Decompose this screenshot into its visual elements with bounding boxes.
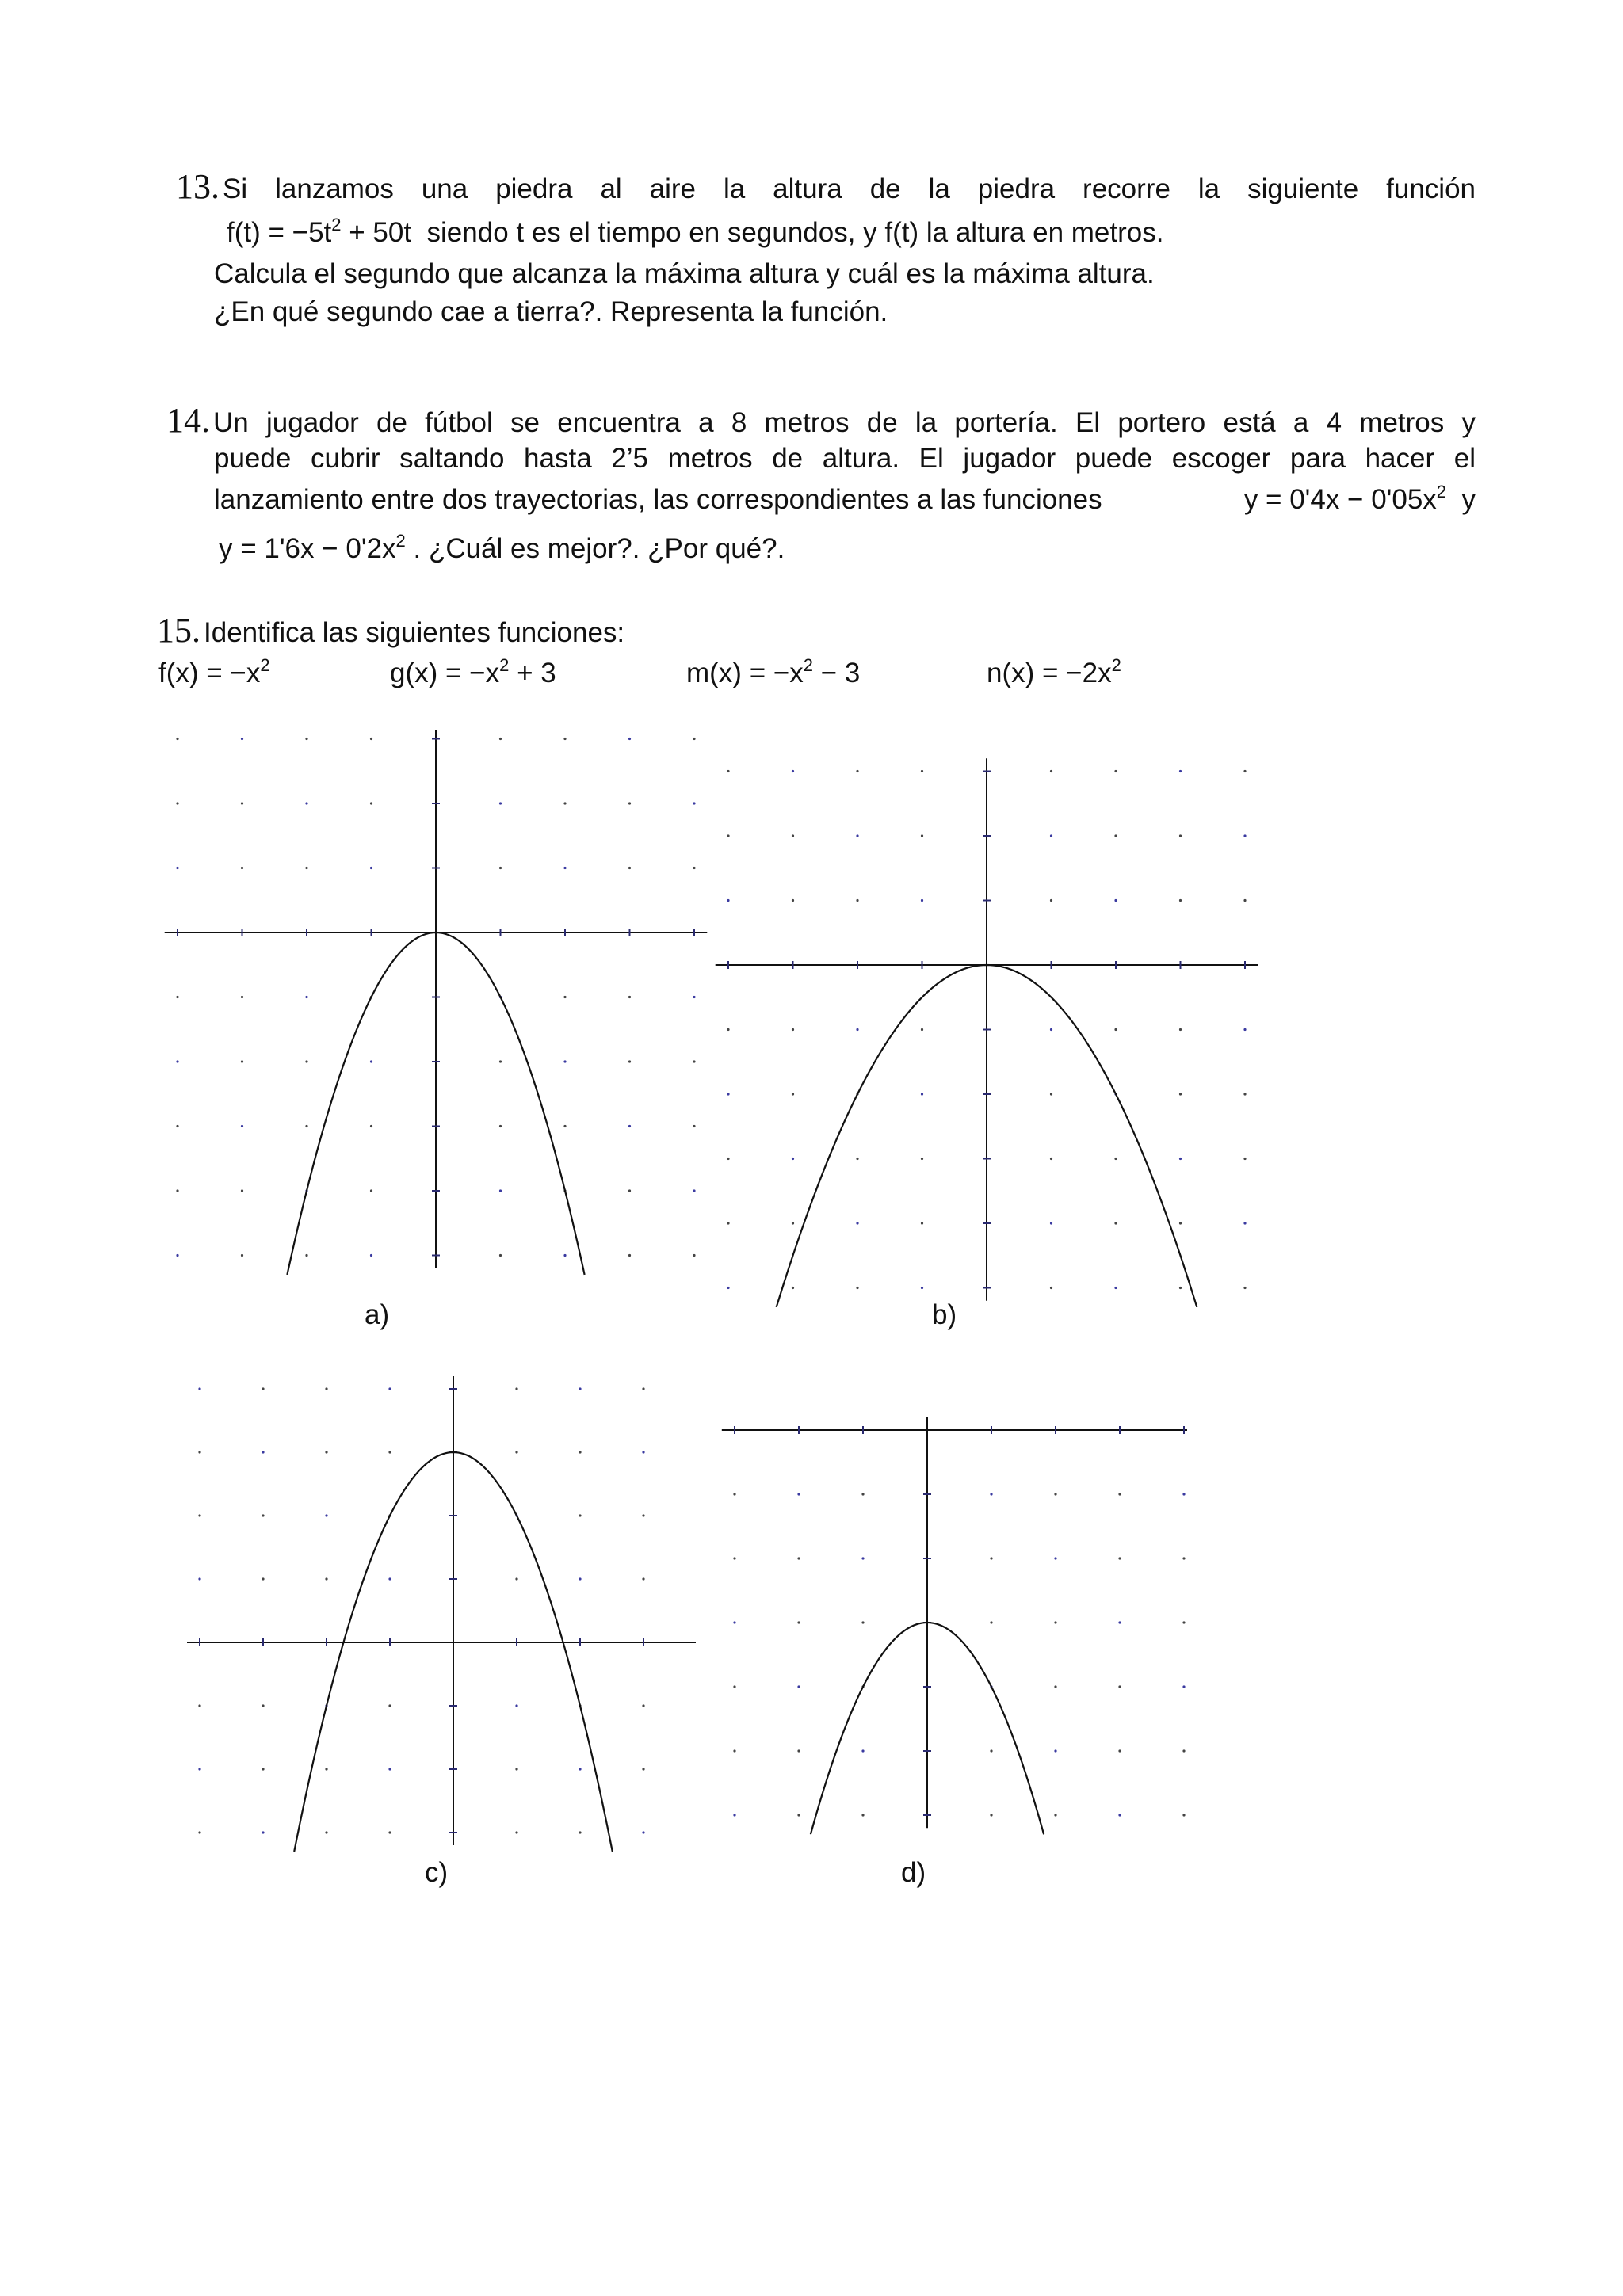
grid-dot	[1054, 1685, 1056, 1688]
graph-b-caption: b)	[932, 1299, 957, 1330]
grid-dot	[1114, 1222, 1117, 1224]
grid-dot	[241, 1189, 243, 1192]
grid-dot	[579, 1831, 581, 1833]
grid-dot	[262, 1387, 264, 1390]
grid-dot	[499, 1254, 502, 1257]
grid-dot	[733, 1685, 735, 1688]
grid-dot	[388, 1577, 391, 1580]
grid-dot	[499, 1189, 502, 1192]
grid-dot	[921, 1028, 923, 1031]
problem-13-line-3: Calcula el segundo que alcanza la máxima altura y cuál es la máxima altura.	[214, 258, 1155, 289]
grid-dot	[176, 738, 178, 740]
grid-dot	[1050, 834, 1052, 837]
grid-dots	[733, 1493, 1185, 1816]
grid-dot	[628, 738, 631, 740]
grid-dot	[515, 1704, 517, 1707]
grid-dot	[693, 1189, 695, 1192]
grid-dot	[499, 738, 502, 740]
grid-dot	[198, 1577, 200, 1580]
grid-dot	[1114, 1028, 1117, 1031]
grid-dot	[370, 1189, 372, 1192]
grid-dot	[563, 1060, 566, 1062]
problem-13-line-4: ¿En qué segundo cae a tierra?. Representa la función.	[214, 296, 888, 327]
grid-dot	[1050, 1158, 1052, 1160]
grid-dot	[792, 899, 794, 902]
grid-dot	[792, 770, 794, 772]
grid-dot	[1050, 899, 1052, 902]
grid-dot	[241, 1254, 243, 1257]
grid-dot	[642, 1514, 644, 1516]
grid-dot	[1118, 1749, 1121, 1752]
grid-dot	[1118, 1557, 1121, 1559]
grid-dot	[370, 1060, 372, 1062]
grid-dot	[499, 1125, 502, 1127]
grid-dot	[305, 996, 307, 998]
graph-b	[713, 745, 1268, 1307]
grid-dot	[1054, 1814, 1056, 1816]
grid-dot	[1182, 1749, 1185, 1752]
grid-dot	[733, 1814, 735, 1816]
grid-dot	[1054, 1749, 1056, 1752]
grid-dot	[563, 867, 566, 869]
grid-dot	[262, 1451, 264, 1453]
problem-14-line-3: lanzamiento entre dos trayectorias, las correspondientes a las funciones $y = 0'4x - 0'05x^2$ y	[214, 479, 1476, 521]
grid-dot	[792, 1158, 794, 1160]
problem-13-line-1: 13. Si lanzamos una piedra al aire la altura de la piedra recorre la siguiente función	[176, 167, 1476, 206]
grid-dot	[198, 1514, 200, 1516]
grid-dot	[1179, 1287, 1182, 1289]
grid-dot	[176, 1189, 178, 1192]
function-n: $n(x) = -2x^2$	[987, 655, 1121, 688]
grid-dot	[563, 738, 566, 740]
grid-dot	[1054, 1493, 1056, 1495]
grid-dot	[642, 1577, 644, 1580]
grid-dot	[563, 1125, 566, 1127]
grid-dot	[499, 802, 502, 804]
grid-dot	[198, 1831, 200, 1833]
grid-dot	[579, 1387, 581, 1390]
grid-dot	[856, 1028, 858, 1031]
grid-dots	[198, 1387, 644, 1833]
grid-dot	[1118, 1493, 1121, 1495]
grid-dot	[305, 1254, 307, 1257]
grid-dot	[921, 1222, 923, 1224]
grid-dot	[325, 1831, 327, 1833]
grid-dot	[628, 1189, 631, 1192]
grid-dot	[241, 1060, 243, 1062]
grid-dot	[797, 1814, 800, 1816]
grid-dot	[792, 1093, 794, 1095]
grid-dot	[1054, 1557, 1056, 1559]
grid-dot	[733, 1749, 735, 1752]
grid-dot	[198, 1387, 200, 1390]
grid-dot	[792, 1222, 794, 1224]
grid-dot	[727, 1222, 729, 1224]
grid-dot	[1114, 899, 1117, 902]
grid-dot	[305, 738, 307, 740]
grid-dot	[325, 1514, 327, 1516]
grid-dot	[305, 867, 307, 869]
grid-dot	[262, 1768, 264, 1770]
grid-dot	[1179, 899, 1182, 902]
grid-dot	[797, 1557, 800, 1559]
grid-dot	[499, 1060, 502, 1062]
grid-dot	[1243, 1158, 1246, 1160]
grid-dot	[262, 1577, 264, 1580]
grid-dot	[727, 1158, 729, 1160]
problem-15-number: 15.	[157, 611, 200, 650]
grid-dot	[628, 867, 631, 869]
grid-dot	[1050, 1222, 1052, 1224]
grid-dot	[733, 1621, 735, 1623]
grid-dot	[693, 802, 695, 804]
grid-dot	[921, 1287, 923, 1289]
grid-dot	[990, 1814, 992, 1816]
problem-15-line-1: 15. Identifica las siguientes funciones:	[157, 611, 625, 650]
problem-14-line-2: puede cubrir saltando hasta 2’5 metros de altura. El jugador puede escoger para hacer el	[214, 443, 1476, 474]
grid-dot	[990, 1621, 992, 1623]
grid-dot	[1179, 770, 1182, 772]
grid-dot	[515, 1768, 517, 1770]
grid-dot	[325, 1451, 327, 1453]
grid-dot	[305, 1060, 307, 1062]
grid-dot	[856, 770, 858, 772]
grid-dot	[1054, 1621, 1056, 1623]
formula-f-t: $f(t) = -5t^2 + 50t$	[227, 215, 412, 248]
grid-dot	[388, 1768, 391, 1770]
grid-dot	[861, 1621, 864, 1623]
grid-dot	[797, 1685, 800, 1688]
grid-dot	[733, 1557, 735, 1559]
grid-dot	[921, 899, 923, 902]
grid-dot	[515, 1831, 517, 1833]
grid-dot	[642, 1831, 644, 1833]
grid-dot	[1243, 899, 1246, 902]
grid-dot	[628, 1125, 631, 1127]
grid-dot	[1243, 1222, 1246, 1224]
grid-dot	[176, 1125, 178, 1127]
grid-dot	[727, 834, 729, 837]
grid-dot	[727, 899, 729, 902]
grid-dot	[515, 1451, 517, 1453]
graph-c	[151, 1363, 697, 1870]
grid-dot	[370, 738, 372, 740]
problem-13	[176, 166, 1476, 210]
grid-dot	[198, 1768, 200, 1770]
grid-dot	[370, 867, 372, 869]
grid-dot	[1243, 1093, 1246, 1095]
grid-dot	[325, 1768, 327, 1770]
grid-dot	[856, 899, 858, 902]
grid-dot	[861, 1493, 864, 1495]
grid-dot	[241, 738, 243, 740]
grid-dot	[693, 867, 695, 869]
grid-dot	[388, 1451, 391, 1453]
grid-dot	[628, 1060, 631, 1062]
grid-dot	[861, 1749, 864, 1752]
grid-dot	[325, 1387, 327, 1390]
grid-dot	[1050, 1028, 1052, 1031]
grid-dot	[921, 770, 923, 772]
grid-dot	[727, 1093, 729, 1095]
grid-dot	[1182, 1621, 1185, 1623]
grid-dot	[176, 1254, 178, 1257]
grid-dot	[1118, 1621, 1121, 1623]
graph-d-caption: d)	[901, 1857, 926, 1888]
grid-dot	[325, 1577, 327, 1580]
grid-dot	[241, 996, 243, 998]
grid-dot	[1179, 1028, 1182, 1031]
grid-dot	[515, 1577, 517, 1580]
grid-dot	[1114, 1287, 1117, 1289]
grid-dot	[176, 802, 178, 804]
grid-dot	[861, 1557, 864, 1559]
grid-dot	[861, 1814, 864, 1816]
grid-dot	[370, 1254, 372, 1257]
function-g: $g(x) = -x^2 + 3$	[390, 655, 556, 688]
grid-dot	[1182, 1493, 1185, 1495]
problem-14-number: 14.	[166, 401, 210, 440]
grid-dot	[563, 1254, 566, 1257]
grid-dot	[198, 1704, 200, 1707]
grid-dot	[388, 1831, 391, 1833]
grid-dot	[1050, 770, 1052, 772]
grid-dot	[797, 1749, 800, 1752]
graph-a	[151, 729, 721, 1307]
grid-dot	[305, 1125, 307, 1127]
grid-dot	[628, 1254, 631, 1257]
grid-dot	[563, 996, 566, 998]
grid-dot	[1182, 1557, 1185, 1559]
grid-dot	[1182, 1814, 1185, 1816]
grid-dot	[1243, 1028, 1246, 1031]
grid-dot	[579, 1514, 581, 1516]
grid-dot	[733, 1493, 735, 1495]
grid-dot	[499, 867, 502, 869]
grid-dot	[642, 1387, 644, 1390]
grid-dot	[176, 1060, 178, 1062]
grid-dot	[176, 996, 178, 998]
grid-dot	[628, 996, 631, 998]
grid-dot	[727, 1028, 729, 1031]
grid-dot	[370, 802, 372, 804]
grid-dot	[693, 1254, 695, 1257]
grid-dot	[241, 1125, 243, 1127]
grid-dot	[642, 1704, 644, 1707]
grid-dot	[856, 1222, 858, 1224]
grid-dot	[1179, 834, 1182, 837]
grid-dot	[579, 1451, 581, 1453]
grid-dot	[1179, 1222, 1182, 1224]
grid-dot	[797, 1493, 800, 1495]
grid-dot	[515, 1387, 517, 1390]
grid-dot	[990, 1749, 992, 1752]
grid-dot	[1114, 834, 1117, 837]
grid-dot	[1243, 1287, 1246, 1289]
grid-dot	[792, 834, 794, 837]
graph-a-caption: a)	[365, 1299, 390, 1330]
grid-dot	[921, 1158, 923, 1160]
problem-14	[166, 400, 1476, 444]
grid-dot	[1118, 1814, 1121, 1816]
grid-dot	[693, 1125, 695, 1127]
grid-dot	[563, 802, 566, 804]
grid-dot	[176, 867, 178, 869]
grid-dot	[262, 1704, 264, 1707]
grid-dot	[693, 1060, 695, 1062]
grid-dot	[1114, 1158, 1117, 1160]
grid-dot	[792, 1287, 794, 1289]
formula-y-1: $y = 0'4x - 0'05x^2$ y	[1243, 482, 1476, 515]
grid-dot	[642, 1768, 644, 1770]
grid-dot	[1179, 1158, 1182, 1160]
grid-dot	[1182, 1685, 1185, 1688]
grid-dot	[856, 1287, 858, 1289]
grid-dot	[388, 1704, 391, 1707]
graph-c-caption: c)	[425, 1857, 449, 1888]
problem-14-line-1: 14. Un jugador de fútbol se encuentra a 8 metros de la portería. El portero está a 4 metros y	[166, 401, 1476, 440]
grid-dot	[693, 996, 695, 998]
grid-dot	[388, 1387, 391, 1390]
grid-dot	[642, 1451, 644, 1453]
grid-dot	[856, 834, 858, 837]
function-m: $m(x) = -x^2 - 3$	[686, 655, 861, 688]
grid-dot	[727, 770, 729, 772]
formula-y-2: $y = 1'6x - 0'2x^2$	[219, 531, 406, 564]
graph-d	[697, 1379, 1189, 1870]
grid-dot	[990, 1493, 992, 1495]
grid-dot	[262, 1831, 264, 1833]
grid-dot	[856, 1158, 858, 1160]
problem-13-line-2: $f(t) = -5t^2 + 50t$ siendo t es el tiempo en segundos, y f(t) la altura en metros.	[227, 215, 1164, 248]
grid-dot	[305, 802, 307, 804]
grid-dot	[628, 802, 631, 804]
problem-14-line-4: $y = 1'6x - 0'2x^2$ . ¿Cuál es mejor?. ¿Por qué?.	[219, 531, 785, 564]
grid-dot	[797, 1621, 800, 1623]
grid-dot	[1118, 1685, 1121, 1688]
grid-dot	[262, 1514, 264, 1516]
grid-dot	[727, 1287, 729, 1289]
grid-dot	[990, 1557, 992, 1559]
grid-dot	[921, 834, 923, 837]
grid-dot	[579, 1577, 581, 1580]
problem-13-number: 13.	[176, 167, 220, 206]
grid-dot	[1179, 1093, 1182, 1095]
grid-dot	[1243, 834, 1246, 837]
grid-dot	[1243, 770, 1246, 772]
grid-dot	[1050, 1093, 1052, 1095]
grid-dot	[579, 1768, 581, 1770]
grid-dot	[1114, 770, 1117, 772]
grid-dot	[1050, 1287, 1052, 1289]
grid-dot	[198, 1451, 200, 1453]
grid-dot	[693, 738, 695, 740]
grid-dot	[370, 1125, 372, 1127]
grid-dot	[792, 1028, 794, 1031]
grid-dot	[921, 1093, 923, 1095]
function-f: $f(x) = -x^2$	[158, 655, 270, 688]
grid-dot	[241, 802, 243, 804]
grid-dot	[241, 867, 243, 869]
